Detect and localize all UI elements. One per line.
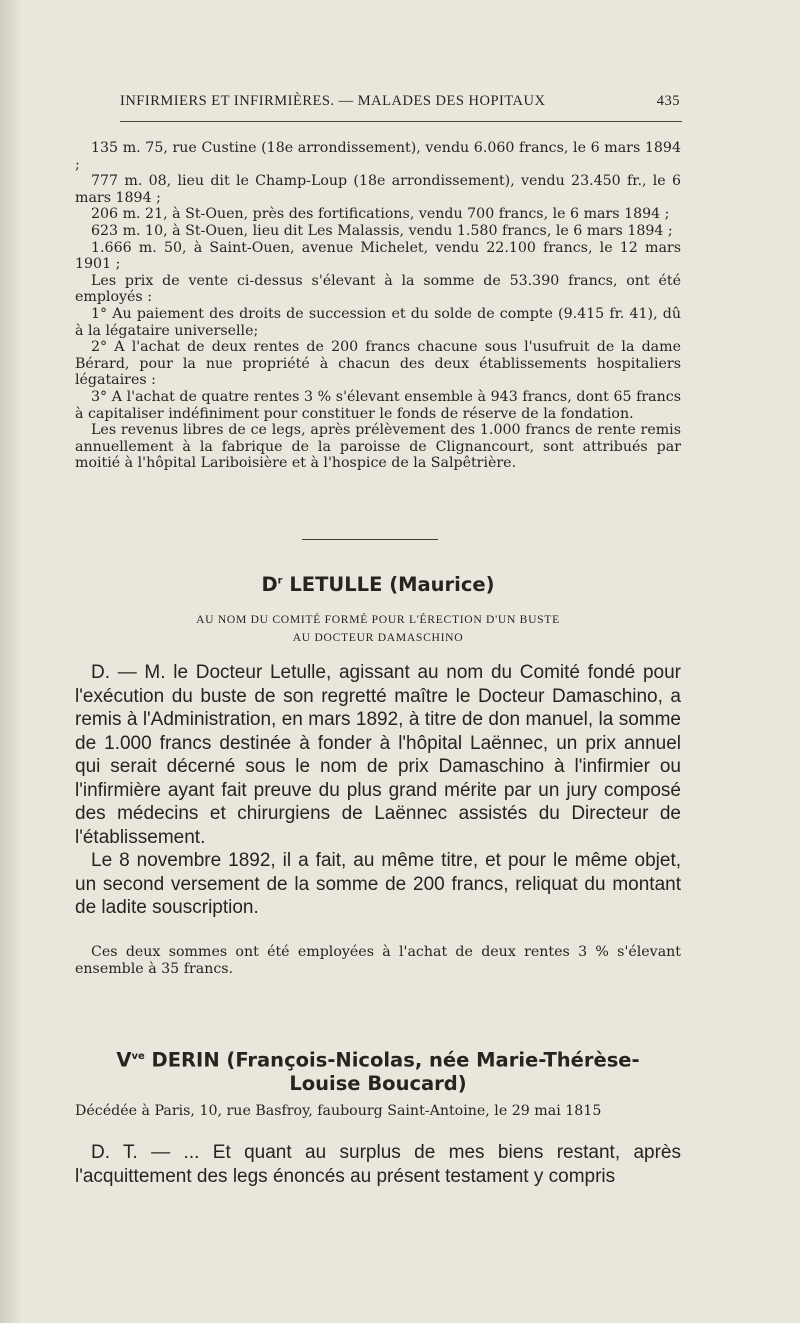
title-prefix: V xyxy=(116,1048,132,1072)
title-superscript: ve xyxy=(131,1051,145,1062)
sales-and-uses-block xyxy=(75,140,681,472)
title-rest: LETULLE (Maurice) xyxy=(282,573,495,596)
title-rest: DERIN (François-Nicolas, née Marie-Thérèse- xyxy=(144,1048,640,1072)
title-superscript: r xyxy=(277,575,283,587)
section-subtitle: AU DOCTEUR DAMASCHINO xyxy=(292,631,464,644)
section-title-letulle xyxy=(75,573,681,596)
header-rule xyxy=(120,121,682,122)
use-paragraph: 1° Au paiement des droits de succession et du solde de compte (9.415 fr. 41), dû à la légataire universelle; xyxy=(75,305,681,339)
deceased-line: Décédée à Paris, 10, rue Basfroy, faubourg Saint-Antoine, le 29 mai 1815 xyxy=(75,1103,602,1119)
use-paragraph: 2° A l'achat de deux rentes de 200 francs chacune sous l'usufruit de la dame Bérard, pour la nue propriété à chacun des deux établissements hospitaliers légataires : xyxy=(75,339,681,389)
body-paragraph: D. — M. le Docteur Letulle, agissant au nom du Comité fondé pour l'exécution du buste de son regretté maître le Docteur Damaschino, a remis à l'Administration, en mars 1892, à titre de don manuel, la somme de 1.000 francs destinée à fonder à l'hôpital Laënnec, un prix annuel qui serait décerné sous le nom de prix Damaschino à l'infirmier ou l'infirmière ayant fait preuve du plus grand mérite par un jury composé des médecins et chirurgiens de Laënnec assistés du Directeur de l'établissement. xyxy=(75,662,681,848)
sale-item: 777 m. 08, lieu dit le Champ-Loup (18e arrondissement), vendu 23.450 fr., le 6 mars 1894 ; xyxy=(75,173,681,206)
use-paragraph: Les revenus libres de ce legs, après prélèvement des 1.000 francs de rente remis annuellement à la fabrique de la paroisse de Clignancourt, sont attribués par moitié à l'hôpital Lariboisière et à l'hospice de la Salpêtrière. xyxy=(75,422,681,472)
letulle-body xyxy=(75,661,681,920)
page-edge-shadow xyxy=(0,0,22,1323)
section-divider xyxy=(302,539,438,540)
sale-item: 135 m. 75, rue Custine (18e arrondissement), vendu 6.060 francs, le 6 mars 1894 ; xyxy=(75,140,681,173)
sale-item: 206 m. 21, à St-Ouen, près des fortifications, vendu 700 francs, le 6 mars 1894 ; xyxy=(91,206,670,223)
page-number: 435 xyxy=(656,93,680,109)
section-title-derin-line2: Louise Boucard) xyxy=(289,1072,467,1095)
body-paragraph: Le 8 novembre 1892, il a fait, au même titre, et pour le même objet, un second versement de la somme de 200 francs, reliquat du montant de ladite souscription. xyxy=(75,850,681,918)
use-paragraph: 3° A l'achat de quatre rentes 3 % s'élevant ensemble à 943 francs, dont 65 francs à capitaliser indéfiniment pour constituer le fonds de réserve de la fondation. xyxy=(75,388,681,422)
section-title-derin xyxy=(75,1043,681,1074)
running-header-title: INFIRMIERS ET INFIRMIÈRES. — MALADES DES HOPITAUX xyxy=(120,93,546,109)
section-subtitle: AU NOM DU COMITÉ FORMÉ POUR L'ÉRECTION D'UN BUSTE xyxy=(196,613,560,626)
body-paragraph: D. T. — ... Et quant au surplus de mes biens restant, après l'acquittement des legs énoncés au présent testament y compris xyxy=(75,1142,681,1187)
sale-item: 1.666 m. 50, à Saint-Ouen, avenue Michelet, vendu 22.100 francs, le 12 mars 1901 ; xyxy=(75,239,681,273)
use-paragraph: Les prix de vente ci-dessus s'élevant à la somme de 53.390 francs, ont été employés : xyxy=(75,272,681,306)
title-prefix: D xyxy=(261,573,278,596)
sale-item: 623 m. 10, à St-Ouen, lieu dit Les Malassis, vendu 1.580 francs, le 6 mars 1894 ; xyxy=(91,222,673,239)
derin-body xyxy=(75,1141,681,1188)
note-paragraph: Ces deux sommes ont été employées à l'achat de deux rentes 3 % s'élevant ensemble à 35 francs. xyxy=(75,944,681,977)
letulle-note xyxy=(75,944,681,977)
